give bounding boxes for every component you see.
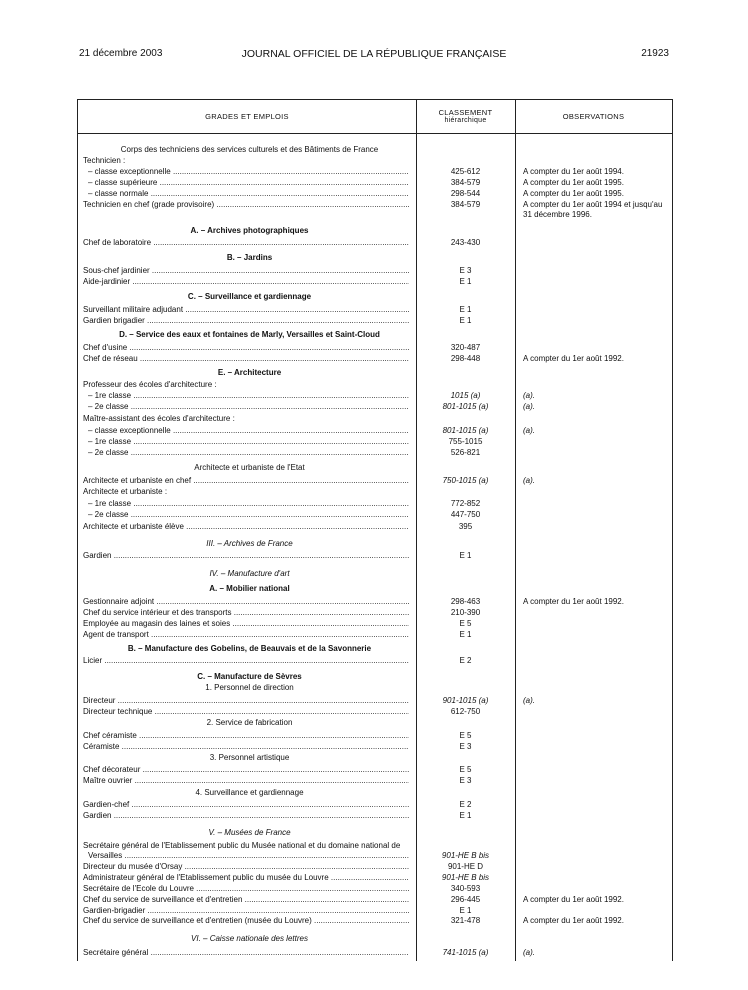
table-row: [78, 895, 672, 906]
row-value: 612-750: [450, 707, 481, 716]
section-heading: V. – Musées de France: [208, 828, 291, 837]
row-label: Technicien en chef (grade provisoire) .....: [83, 200, 409, 210]
row-observation: A compter du 1er août 1994 et jusqu'au 31 décembre 1996.: [523, 200, 663, 219]
row-value: E 2: [459, 800, 472, 809]
row-label: Architecte et urbaniste :: [83, 487, 168, 496]
row-label: Agent de transport .....: [83, 630, 409, 640]
section-row: [78, 292, 672, 303]
table-row: [78, 402, 672, 413]
table-row: [78, 656, 672, 667]
table-row: [78, 178, 672, 189]
row-value: 384-579: [450, 178, 481, 187]
row-label: Chef de laboratoire .....: [83, 238, 409, 248]
section-heading: Architecte et urbaniste de l'Etat: [194, 463, 305, 472]
row-label: Aide-jardinier .....: [83, 277, 409, 287]
section-row: [78, 788, 672, 799]
row-value: E 1: [459, 811, 472, 820]
section-row: [78, 644, 672, 655]
row-label: – classe exceptionnelle .....: [88, 167, 409, 177]
section-heading: C. – Manufacture de Sèvres: [197, 672, 302, 681]
table-row: [78, 776, 672, 787]
table-row: [78, 499, 672, 510]
row-value: 755-1015: [448, 437, 483, 446]
table-row: [78, 619, 672, 630]
column-header-classement: [416, 100, 515, 133]
row-value: 526-821: [450, 448, 481, 457]
column-header-observations: OBSERVATIONS: [562, 111, 625, 121]
section-heading: D. – Service des eaux et fontaines de Marly, Versailles et Saint-Cloud: [119, 330, 380, 339]
row-label: – 1re classe .....: [88, 437, 409, 447]
row-label: Gardien .....: [83, 551, 409, 561]
row-value: 901-HE B bis: [441, 873, 490, 882]
row-value: E 1: [459, 277, 472, 286]
row-label: Architecte et urbaniste en chef .....: [83, 476, 409, 486]
table-row: [78, 156, 672, 167]
table-row: [78, 851, 672, 862]
row-label: Gardien-chef .....: [83, 800, 409, 810]
row-observation: A compter du 1er août 1994.: [523, 167, 624, 176]
section-row: [78, 330, 672, 341]
row-label: – 2e classe .....: [88, 448, 409, 458]
section-heading: B. – Manufacture des Gobelins, de Beauvais et de la Savonnerie: [127, 644, 372, 653]
section-heading: Corps des techniciens des services culturels et des Bâtiments de France: [120, 145, 379, 154]
row-value: E 5: [459, 731, 472, 740]
row-value: 298-463: [450, 597, 481, 606]
row-value: E 5: [459, 765, 472, 774]
section-row: [78, 539, 672, 550]
row-label: Administrateur général de l'Etablissement public du musée du Louvre .....: [83, 873, 409, 883]
table-row: [78, 305, 672, 316]
column-header-grades: GRADES ET EMPLOIS: [205, 111, 289, 121]
section-heading: 3. Personnel artistique: [209, 753, 290, 762]
row-label: Gestionnaire adjoint .....: [83, 597, 409, 607]
row-value: 384-579: [450, 200, 481, 209]
table-row: [78, 800, 672, 811]
section-heading: IV. – Manufacture d'art: [209, 569, 290, 578]
row-label: Architecte et urbaniste élève .....: [83, 522, 409, 532]
column-header-classement-line1: CLASSEMENT: [438, 108, 493, 118]
table-row: [78, 391, 672, 402]
section-row: [78, 368, 672, 379]
section-row: [78, 584, 672, 595]
row-observation: (a).: [523, 948, 535, 957]
row-label: Chef d'usine .....: [83, 343, 409, 353]
row-label: Technicien :: [83, 156, 126, 165]
table-header: [78, 100, 672, 134]
table-row: [78, 200, 672, 222]
row-label: – classe supérieure .....: [88, 178, 409, 188]
row-value: 425-612: [450, 167, 481, 176]
header-date: 21 décembre 2003: [79, 48, 163, 59]
table-row: [78, 167, 672, 178]
table-row: [78, 266, 672, 277]
table-row: [78, 608, 672, 619]
table-row: [78, 948, 672, 959]
row-label: Chef décorateur .....: [83, 765, 409, 775]
row-label: Directeur du musée d'Orsay .....: [83, 862, 409, 872]
row-label: – 2e classe .....: [88, 510, 409, 520]
row-observation: A compter du 1er août 1992.: [523, 354, 624, 363]
section-heading: VI. – Caisse nationale des lettres: [191, 934, 308, 943]
table-row: [78, 731, 672, 742]
table-row: [78, 354, 672, 365]
row-value: E 5: [459, 619, 472, 628]
row-observation: A compter du 1er août 1992.: [523, 597, 624, 606]
row-label: Maître ouvrier .....: [83, 776, 409, 786]
section-row: [78, 828, 672, 839]
row-value: 243-430: [450, 238, 481, 247]
table-row: [78, 765, 672, 776]
section-row: [78, 226, 672, 237]
row-label: Directeur .....: [83, 696, 409, 706]
row-label: Licier .....: [83, 656, 409, 666]
row-observation: (a).: [523, 402, 535, 411]
section-heading: 4. Surveillance et gardiennage: [195, 788, 304, 797]
row-label: – classe normale .....: [88, 189, 409, 199]
row-value: 296-445: [450, 895, 481, 904]
row-value: E 1: [459, 906, 472, 915]
row-label: Chef de réseau .....: [83, 354, 409, 364]
corps-title-row: [78, 145, 672, 156]
row-observation: (a).: [523, 426, 535, 435]
row-observation: A compter du 1er août 1995.: [523, 189, 624, 198]
row-label: Chef du service intérieur et des transports .....: [83, 608, 409, 618]
section-heading: A. – Archives photographiques: [190, 226, 309, 235]
section-heading: III. – Archives de France: [206, 539, 293, 548]
column-header-classement-line2: hiérarchique: [444, 116, 487, 124]
row-value: 210-390: [450, 608, 481, 617]
table-row: [78, 811, 672, 822]
row-value: 298-448: [450, 354, 481, 363]
table-row: [78, 884, 672, 895]
section-row: [78, 934, 672, 945]
page-number: 21923: [641, 48, 669, 59]
table-row: [78, 426, 672, 437]
row-value: 901-1015 (a): [442, 696, 489, 705]
table-row: [78, 437, 672, 448]
row-observation: A compter du 1er août 1992.: [523, 916, 624, 925]
row-value: 741-1015 (a): [442, 948, 489, 957]
table-row: [78, 487, 672, 498]
row-label: Gardien brigadier .....: [83, 316, 409, 326]
row-label: Sous-chef jardinier .....: [83, 266, 409, 276]
row-value: E 1: [459, 316, 472, 325]
row-label: – 1re classe .....: [88, 499, 409, 509]
section-row: [78, 718, 672, 729]
journal-title: JOURNAL OFFICIEL DE LA RÉPUBLIQUE FRANÇAISE: [241, 48, 507, 60]
row-value: 447-750: [450, 510, 481, 519]
table-row: [78, 696, 672, 707]
row-value: E 2: [459, 656, 472, 665]
table-row: [78, 742, 672, 753]
row-value: 801-1015 (a): [442, 426, 489, 435]
table-row: [78, 630, 672, 641]
row-label: Chef céramiste .....: [83, 731, 409, 741]
table-row: [78, 343, 672, 354]
row-value: 395: [458, 522, 473, 531]
row-value: E 3: [459, 266, 472, 275]
row-value: 750-1015 (a): [442, 476, 489, 485]
table-row: [78, 707, 672, 718]
section-row: [78, 753, 672, 764]
row-label: Professeur des écoles d'architecture :: [83, 380, 217, 389]
row-value: 1015 (a): [450, 391, 481, 400]
row-value: E 3: [459, 776, 472, 785]
row-value: 801-1015 (a): [442, 402, 489, 411]
row-value: E 1: [459, 551, 472, 560]
row-label: Gardien .....: [83, 811, 409, 821]
row-value: E 1: [459, 305, 472, 314]
table-row: [78, 510, 672, 521]
row-value: 321-478: [450, 916, 481, 925]
row-value: 298-544: [450, 189, 481, 198]
section-row: [78, 253, 672, 264]
row-value: E 3: [459, 742, 472, 751]
section-row: [78, 463, 672, 474]
row-label: Secrétaire général .....: [83, 948, 409, 958]
section-row: [78, 683, 672, 694]
row-label: Chef du service de surveillance et d'entretien .....: [83, 895, 409, 905]
row-value: 320-487: [450, 343, 481, 352]
table-row: [78, 597, 672, 608]
section-row: [78, 569, 672, 580]
section-heading: 2. Service de fabrication: [206, 718, 293, 727]
row-value: 772-852: [450, 499, 481, 508]
section-heading: B. – Jardins: [226, 253, 273, 262]
table-row: [78, 862, 672, 873]
section-heading: C. – Surveillance et gardiennage: [187, 292, 312, 301]
row-label: Gardien-brigadier .....: [83, 906, 409, 916]
row-value: E 1: [459, 630, 472, 639]
row-observation: (a).: [523, 696, 535, 705]
grades-table: [77, 99, 673, 961]
section-heading: A. – Mobilier national: [209, 584, 290, 593]
row-value: 901-HE D: [447, 862, 484, 871]
row-label: Céramiste .....: [83, 742, 409, 752]
row-label: Maître-assistant des écoles d'architecture :: [83, 414, 235, 423]
table-row: [78, 522, 672, 533]
row-label: – 1re classe .....: [88, 391, 409, 401]
row-observation: A compter du 1er août 1995.: [523, 178, 624, 187]
table-row: [78, 551, 672, 562]
section-row: [78, 672, 672, 683]
table-row: [78, 380, 672, 391]
table-row: [78, 916, 672, 927]
row-observation: A compter du 1er août 1992.: [523, 895, 624, 904]
row-value: 340-593: [450, 884, 481, 893]
row-label: Versailles .....: [88, 851, 409, 861]
row-label: Directeur technique .....: [83, 707, 409, 717]
row-label: Surveillant militaire adjudant .....: [83, 305, 409, 315]
row-observation: (a).: [523, 476, 535, 485]
table-row: [78, 316, 672, 327]
table-row: [78, 448, 672, 459]
row-label: – classe exceptionnelle .....: [88, 426, 409, 436]
section-heading: E. – Architecture: [217, 368, 282, 377]
row-label: Secrétaire de l'Ecole du Louvre .....: [83, 884, 409, 894]
section-heading: 1. Personnel de direction: [205, 683, 294, 692]
table-row: [78, 873, 672, 884]
row-label: – 2e classe .....: [88, 402, 409, 412]
row-label: Employée au magasin des laines et soies .....: [83, 619, 409, 629]
table-row: [78, 277, 672, 288]
row-observation: (a).: [523, 391, 535, 400]
row-value: 901-HE B bis: [441, 851, 490, 860]
row-label: Secrétaire général de l'Etablissement public du Musée national et du domaine national de: [83, 841, 401, 850]
table-row: [78, 414, 672, 425]
table-row: [78, 476, 672, 487]
table-row: [78, 238, 672, 249]
row-label: Chef du service de surveillance et d'entretien (musée du Louvre) .....: [83, 916, 409, 926]
table-row: [78, 189, 672, 200]
